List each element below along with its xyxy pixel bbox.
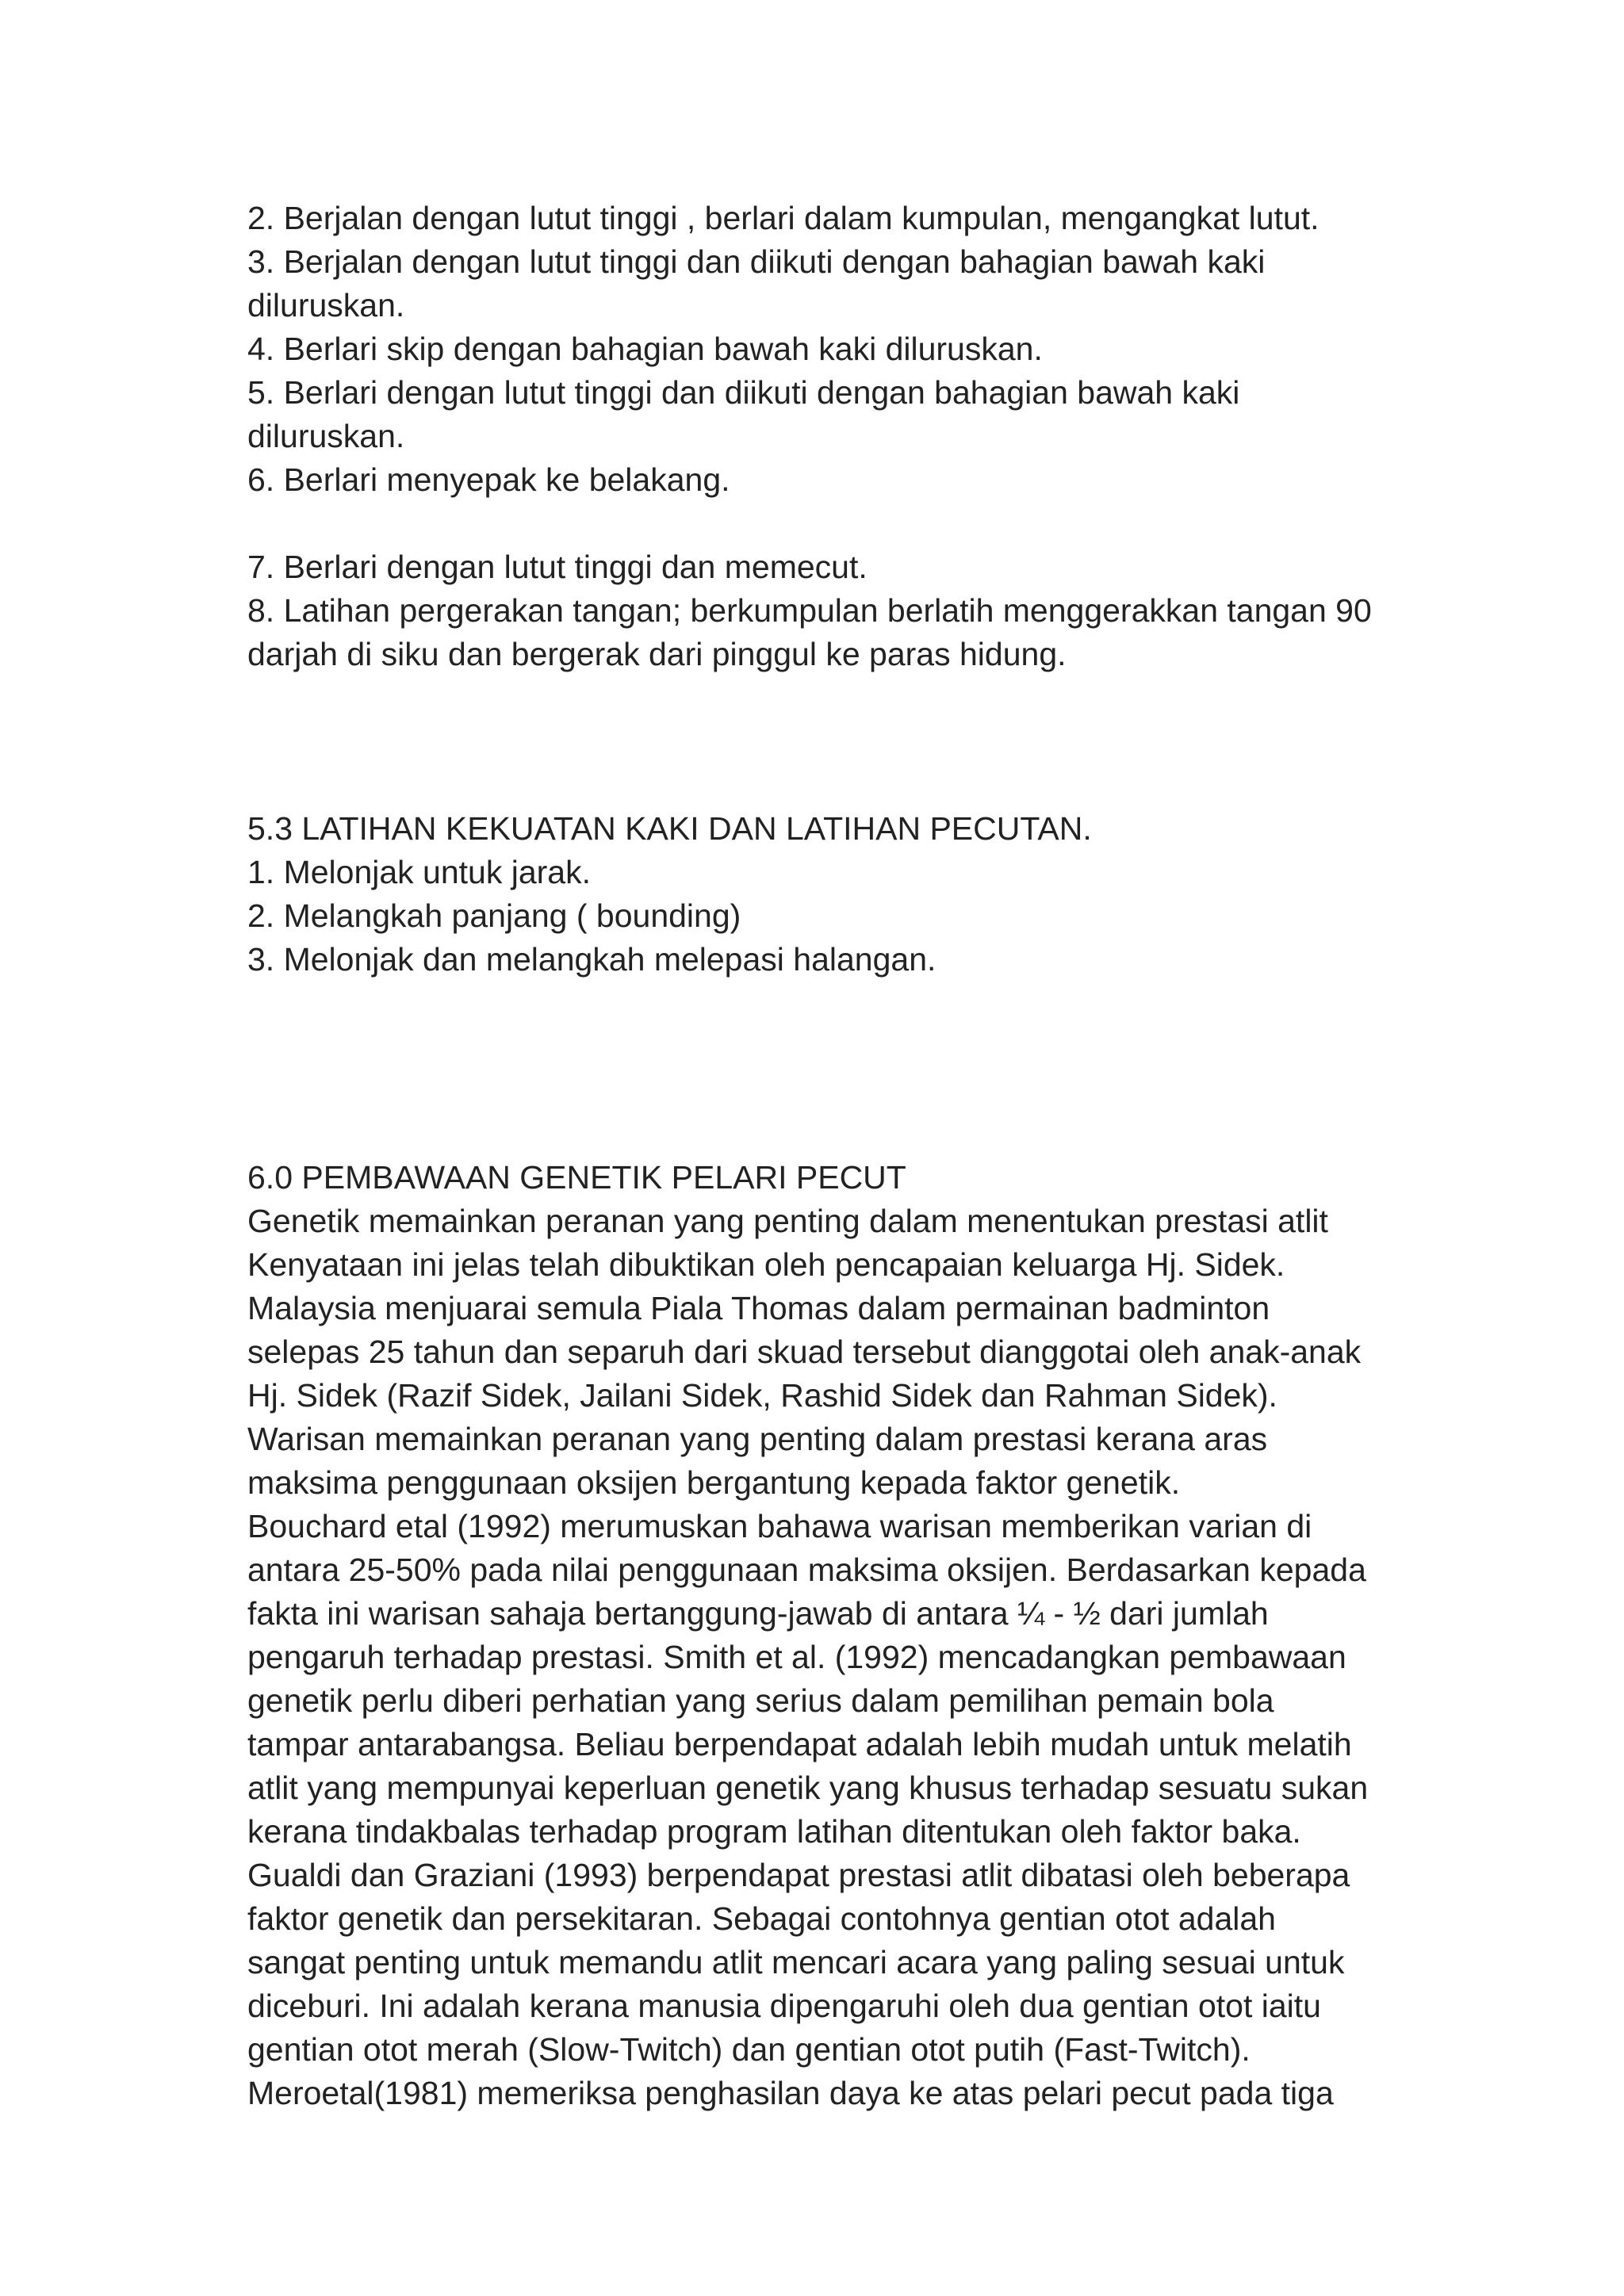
paragraph-line: fakta ini warisan sahaja bertanggung-jawab di antara ¼ - ½ dari jumlah [247,1595,1269,1632]
paragraph-line: genetik perlu diberi perhatian yang serius dalam pemilihan pemain bola [247,1682,1274,1719]
list-item: 3. Melonjak dan melangkah melepasi halangan. [247,941,936,978]
drill-item-5-cont: diluruskan. [247,418,405,454]
paragraph-line: gentian otot merah (Slow-Twitch) dan gentian otot putih (Fast-Twitch). [247,2031,1251,2068]
spacer [247,676,1421,807]
section-5-3 [247,807,1421,982]
drill-item-3-cont: diluruskan. [247,287,405,323]
list-item: 1. Melonjak untuk jarak. [247,854,592,890]
spacer [247,502,1421,545]
document-body [247,197,1421,2115]
drill-list-part-2 [247,545,1421,676]
paragraph-line: Malaysia menjuarai semula Piala Thomas dalam permainan badminton [247,1290,1270,1326]
paragraph-line: sangat penting untuk memandu atlit mencari acara yang paling sesuai untuk [247,1944,1345,1980]
section-heading: 6.0 PEMBAWAAN GENETIK PELARI PECUT [247,1159,906,1196]
section-heading: 5.3 LATIHAN KEKUATAN KAKI DAN LATIHAN PECUTAN. [247,810,1092,847]
drill-item-6: 6. Berlari menyepak ke belakang. [247,461,730,498]
paragraph-line: kerana tindakbalas terhadap program latihan ditentukan oleh faktor baka. [247,1813,1301,1850]
paragraph-line: Warisan memainkan peranan yang penting dalam prestasi kerana aras [247,1421,1268,1457]
paragraph-line: Kenyataan ini jelas telah dibuktikan oleh pencapaian keluarga Hj. Sidek. [247,1246,1285,1283]
drill-item-8-cont: darjah di siku dan bergerak dari pinggul ke paras hidung. [247,636,1067,672]
paragraph-line: Meroetal(1981) memeriksa penghasilan daya ke atas pelari pecut pada tiga [247,2075,1334,2111]
paragraph-line: faktor genetik dan persekitaran. Sebagai contohnya gentian otot adalah [247,1900,1276,1937]
paragraph-line: maksima penggunaan oksijen bergantung kepada faktor genetik. [247,1464,1181,1501]
paragraph-line: Genetik memainkan peranan yang penting dalam menentukan prestasi atlit [247,1203,1328,1239]
paragraph-line: diceburi. Ini adalah kerana manusia dipengaruhi oleh dua gentian otot iaitu [247,1988,1321,2024]
paragraph-line: tampar antarabangsa. Beliau berpendapat adalah lebih mudah untuk melatih [247,1726,1352,1762]
drill-item-8: 8. Latihan pergerakan tangan; berkumpulan berlatih menggerakkan tangan 90 [247,592,1372,629]
spacer [247,982,1421,1156]
paragraph-line: atlit yang mempunyai keperluan genetik yang khusus terhadap sesuatu sukan [247,1770,1369,1806]
section-6-0 [247,1156,1421,2115]
paragraph-line: Gualdi dan Graziani (1993) berpendapat prestasi atlit dibatasi oleh beberapa [247,1857,1350,1893]
list-item: 2. Melangkah panjang ( bounding) [247,897,741,934]
drill-item-7: 7. Berlari dengan lutut tinggi dan memecut. [247,549,868,585]
drill-item-5: 5. Berlari dengan lutut tinggi dan diikuti dengan bahagian bawah kaki [247,374,1240,411]
paragraph-line: Hj. Sidek (Razif Sidek, Jailani Sidek, Rashid Sidek dan Rahman Sidek). [247,1377,1277,1414]
paragraph-line: antara 25-50% pada nilai penggunaan maksima oksijen. Berdasarkan kepada [247,1552,1366,1588]
drill-item-2: 2. Berjalan dengan lutut tinggi , berlari dalam kumpulan, mengangkat lutut. [247,200,1320,236]
drill-list-part-1 [247,197,1421,502]
drill-item-4: 4. Berlari skip dengan bahagian bawah kaki diluruskan. [247,331,1043,367]
paragraph-line: pengaruh terhadap prestasi. Smith et al. (1992) mencadangkan pembawaan [247,1639,1346,1675]
drill-item-3: 3. Berjalan dengan lutut tinggi dan diikuti dengan bahagian bawah kaki [247,243,1266,280]
paragraph-line: Bouchard etal (1992) merumuskan bahawa warisan memberikan varian di [247,1508,1312,1544]
paragraph-line: selepas 25 tahun dan separuh dari skuad tersebut dianggotai oleh anak-anak [247,1334,1362,1370]
